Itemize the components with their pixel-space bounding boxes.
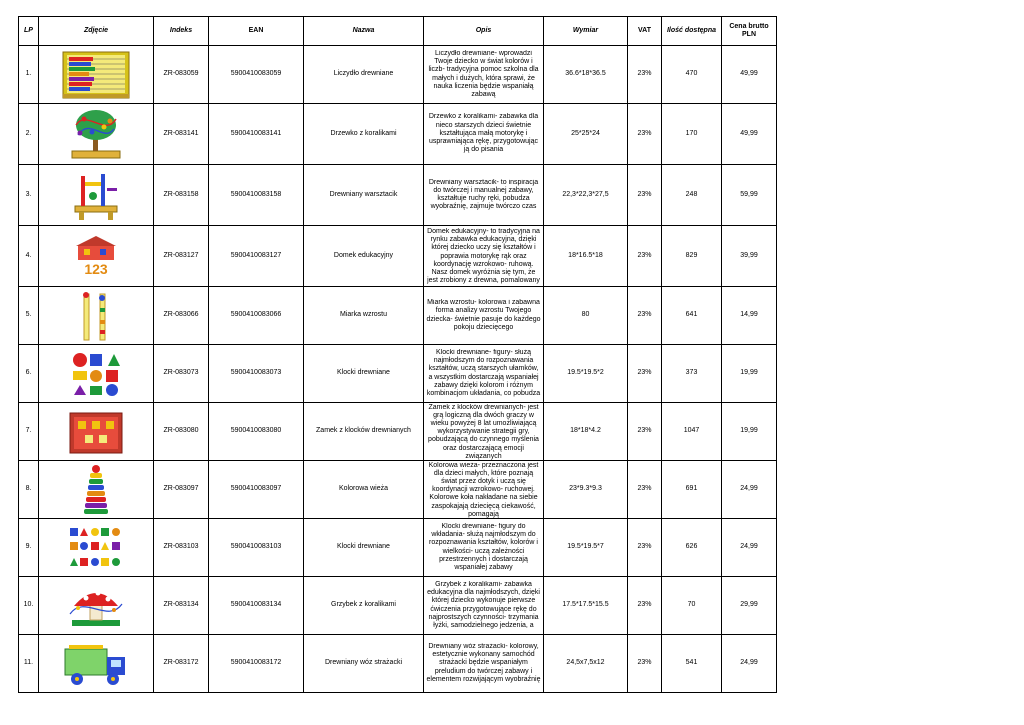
cell-lp: 1. bbox=[19, 46, 39, 104]
cell-lp: 6. bbox=[19, 345, 39, 403]
cell-name: Domek edukacyjny bbox=[304, 226, 424, 287]
cell-desc bbox=[424, 226, 544, 287]
cell-ean: 5900410083127 bbox=[209, 226, 304, 287]
cell-name: Klocki drewniane bbox=[304, 519, 424, 577]
cell-index: ZR-083097 bbox=[154, 461, 209, 519]
cell-vat: 23% bbox=[628, 519, 662, 577]
cell-desc bbox=[424, 635, 544, 693]
cell-qty: 691 bbox=[662, 461, 722, 519]
shape-blocks-icon bbox=[70, 351, 122, 397]
cell-name: Klocki drewniane bbox=[304, 345, 424, 403]
cell-price: 39,99 bbox=[722, 226, 777, 287]
cell-lp: 11. bbox=[19, 635, 39, 693]
table-row bbox=[19, 577, 777, 635]
header-index: Indeks bbox=[154, 17, 209, 46]
cell-ean: 5900410083172 bbox=[209, 635, 304, 693]
cell-photo bbox=[39, 403, 154, 461]
cell-size: 19.5*19.5*2 bbox=[544, 345, 628, 403]
cell-photo bbox=[39, 345, 154, 403]
cell-photo bbox=[39, 104, 154, 165]
cell-ean: 5900410083066 bbox=[209, 287, 304, 345]
cell-vat: 23% bbox=[628, 287, 662, 345]
cell-size: 36.6*18*36.5 bbox=[544, 46, 628, 104]
cell-price: 49,99 bbox=[722, 46, 777, 104]
header-name: Nazwa bbox=[304, 17, 424, 46]
cell-ean: 5900410083158 bbox=[209, 165, 304, 226]
cell-qty: 70 bbox=[662, 577, 722, 635]
sorting-blocks-icon bbox=[68, 526, 124, 570]
cell-qty: 373 bbox=[662, 345, 722, 403]
cell-size: 17.5*17.5*15.5 bbox=[544, 577, 628, 635]
cell-vat: 23% bbox=[628, 345, 662, 403]
cell-vat: 23% bbox=[628, 461, 662, 519]
cell-size: 23*9.3*9.3 bbox=[544, 461, 628, 519]
desc-text: Grzybek z koralikami- zabawka edukacyjna dla najmłodszych, dzięki której dziecko wykonuje pierwsze ćwiczenia przygotowujące rękę do najprostszych czynności- trzymania łyżki, samodzielnego jedzenia, a bbox=[427, 580, 540, 629]
cell-index: ZR-083066 bbox=[154, 287, 209, 345]
cell-desc bbox=[424, 165, 544, 226]
mushroom-icon bbox=[66, 584, 126, 628]
product-table bbox=[18, 16, 777, 693]
header-price: Cena brutto PLN bbox=[722, 17, 777, 46]
desc-text: Liczydło drewniane- wprowadzi Twoje dziecko w świat kolorów i liczb- tradycyjna pomoc szkolna dla małych i dużych, która sprawi, że nauka liczenia będzie wspaniałą zabawą bbox=[428, 49, 539, 98]
cell-price: 24,99 bbox=[722, 519, 777, 577]
cell-size: 80 bbox=[544, 287, 628, 345]
cell-ean: 5900410083059 bbox=[209, 46, 304, 104]
cell-name: Zamek z klocków drewnianych bbox=[304, 403, 424, 461]
ring-tower-icon bbox=[81, 464, 111, 516]
desc-text: Miarka wzrostu- kolorowa i zabawna forma analizy wzrostu Twojego dziecka- świetnie pasuje do każdego pokoju dziecięcego bbox=[426, 299, 541, 331]
cell-photo bbox=[39, 226, 154, 287]
cell-name: Drewniany warsztacik bbox=[304, 165, 424, 226]
table-row bbox=[19, 226, 777, 287]
table-row bbox=[19, 46, 777, 104]
cell-index: ZR-083158 bbox=[154, 165, 209, 226]
height-ruler-icon bbox=[76, 290, 116, 342]
cell-index: ZR-083073 bbox=[154, 345, 209, 403]
castle-icon bbox=[66, 407, 126, 457]
cell-vat: 23% bbox=[628, 46, 662, 104]
cell-price: 49,99 bbox=[722, 104, 777, 165]
cell-price: 24,99 bbox=[722, 635, 777, 693]
cell-size: 18*16.5*18 bbox=[544, 226, 628, 287]
cell-desc bbox=[424, 577, 544, 635]
cell-price: 19,99 bbox=[722, 403, 777, 461]
cell-index: ZR-083127 bbox=[154, 226, 209, 287]
header-vat: VAT bbox=[628, 17, 662, 46]
cell-ean: 5900410083134 bbox=[209, 577, 304, 635]
cell-ean: 5900410083073 bbox=[209, 345, 304, 403]
cell-size: 18*18*4.2 bbox=[544, 403, 628, 461]
header-ean: EAN bbox=[209, 17, 304, 46]
cell-vat: 23% bbox=[628, 635, 662, 693]
cell-photo bbox=[39, 461, 154, 519]
desc-text: Zamek z klocków drewnianych- jest grą logiczną dla dwóch graczy w wieku powyżej 8 lat umożliwiającą wykorzystywanie strategii gry, pobudzającą do czynnego myślenia oraz dostarczającą emocji związanych bbox=[428, 403, 539, 460]
cell-name: Kolorowa wieża bbox=[304, 461, 424, 519]
cell-photo bbox=[39, 46, 154, 104]
cell-vat: 23% bbox=[628, 165, 662, 226]
cell-photo bbox=[39, 635, 154, 693]
cell-name: Miarka wzrostu bbox=[304, 287, 424, 345]
cell-lp: 10. bbox=[19, 577, 39, 635]
cell-qty: 248 bbox=[662, 165, 722, 226]
cell-price: 59,99 bbox=[722, 165, 777, 226]
header-qty: Ilość dostępna bbox=[662, 17, 722, 46]
cell-ean: 5900410083080 bbox=[209, 403, 304, 461]
cell-vat: 23% bbox=[628, 104, 662, 165]
bead-tree-icon bbox=[66, 107, 126, 161]
cell-desc bbox=[424, 519, 544, 577]
cell-qty: 541 bbox=[662, 635, 722, 693]
cell-desc bbox=[424, 403, 544, 461]
desc-text: Klocki drewniane- figury- służą najmłodszym do rozpoznawania kształtów, uczą starszych ułamków, a wszystkim dostarczają wspaniałej zabawy dzięki kolorom i różnym kombinacjom układania, co pobudza bbox=[426, 348, 541, 397]
cell-size: 19.5*19.5*7 bbox=[544, 519, 628, 577]
svg-text:123: 123 bbox=[84, 261, 108, 277]
cell-desc bbox=[424, 461, 544, 519]
cell-name: Grzybek z koralikami bbox=[304, 577, 424, 635]
table-row bbox=[19, 165, 777, 226]
house-icon bbox=[70, 234, 122, 278]
cell-vat: 23% bbox=[628, 577, 662, 635]
table-row bbox=[19, 635, 777, 693]
cell-price: 29,99 bbox=[722, 577, 777, 635]
cell-ean: 5900410083103 bbox=[209, 519, 304, 577]
table-row bbox=[19, 345, 777, 403]
table-row bbox=[19, 461, 777, 519]
cell-name: Liczydło drewniane bbox=[304, 46, 424, 104]
cell-index: ZR-083103 bbox=[154, 519, 209, 577]
cell-qty: 1047 bbox=[662, 403, 722, 461]
cell-price: 19,99 bbox=[722, 345, 777, 403]
table-row bbox=[19, 287, 777, 345]
header-desc: Opis bbox=[424, 17, 544, 46]
cell-price: 24,99 bbox=[722, 461, 777, 519]
table-row bbox=[19, 104, 777, 165]
cell-lp: 8. bbox=[19, 461, 39, 519]
abacus-icon bbox=[61, 50, 131, 100]
desc-text: Drewniany wóz strażacki- kolorowy, estetycznie wykonany samochód strażacki będzie wspaniałym preludium do twórczej zabawy i elementem rozwijającym wyobraźnię bbox=[426, 642, 541, 683]
cell-photo bbox=[39, 287, 154, 345]
cell-desc bbox=[424, 287, 544, 345]
desc-text: Drzewko z koralikami- zabawka dla nieco starszych dzieci świetnie kształtująca małą motorykę i usprawniająca rękę, przygotowując ją do pisania bbox=[428, 113, 539, 154]
fire-truck-icon bbox=[61, 641, 131, 687]
cell-lp: 3. bbox=[19, 165, 39, 226]
cell-index: ZR-083141 bbox=[154, 104, 209, 165]
cell-vat: 23% bbox=[628, 403, 662, 461]
cell-qty: 626 bbox=[662, 519, 722, 577]
cell-lp: 9. bbox=[19, 519, 39, 577]
cell-lp: 4. bbox=[19, 226, 39, 287]
header-photo: Zdjęcie bbox=[39, 17, 154, 46]
cell-size: 22,3*22,3*27,5 bbox=[544, 165, 628, 226]
desc-text: Klocki drewniane- figury do wkładania- służą najmłodszym do rozpoznawania kształtów, kolorów i wielkości- uczą zależności przestrzennych i dostarczają wspaniałej zabawy bbox=[429, 522, 538, 571]
cell-ean: 5900410083141 bbox=[209, 104, 304, 165]
cell-price: 14,99 bbox=[722, 287, 777, 345]
cell-qty: 470 bbox=[662, 46, 722, 104]
cell-size: 24,5x7,5x12 bbox=[544, 635, 628, 693]
cell-desc bbox=[424, 345, 544, 403]
cell-name: Drzewko z koralikami bbox=[304, 104, 424, 165]
table-row bbox=[19, 519, 777, 577]
table-row bbox=[19, 403, 777, 461]
header-size: Wymiar bbox=[544, 17, 628, 46]
cell-photo bbox=[39, 519, 154, 577]
desc-text: Drewniany warsztacik- to inspiracja do twórczej i manualnej zabawy, kształtuje ruchy ręki, pobudza wyobraźnię, zajmuje twórczo czas bbox=[428, 178, 539, 211]
cell-index: ZR-083172 bbox=[154, 635, 209, 693]
cell-desc bbox=[424, 104, 544, 165]
cell-lp: 5. bbox=[19, 287, 39, 345]
cell-index: ZR-083134 bbox=[154, 577, 209, 635]
cell-lp: 7. bbox=[19, 403, 39, 461]
header-row bbox=[19, 17, 777, 46]
cell-name: Drewniany wóz strażacki bbox=[304, 635, 424, 693]
cell-index: ZR-083080 bbox=[154, 403, 209, 461]
cell-qty: 641 bbox=[662, 287, 722, 345]
desc-text: Kolorowa wieża- przeznaczona jest dla dzieci małych, które poznają świat przez dotyk i uczą się koordynacji wzrokowo- ruchowej. Kolorowe koła nakładane na siebie zaspokajają dziecięcą ciekawość, pomagają bbox=[428, 461, 539, 518]
cell-lp: 2. bbox=[19, 104, 39, 165]
cell-size: 25*25*24 bbox=[544, 104, 628, 165]
desc-text: Domek edukacyjny- to tradycyjna na rynku zabawka edukacyjna, dzięki której dziecko uczy się kształtów i poprawia motorykę rąk oraz koordynację wzrokowo- ruhową. Nasz domek wyróżnia się tym, że jest zrobiony z drewna, pomalowany bbox=[427, 228, 540, 284]
cell-ean: 5900410083097 bbox=[209, 461, 304, 519]
cell-vat: 23% bbox=[628, 226, 662, 287]
cell-index: ZR-083059 bbox=[154, 46, 209, 104]
cell-photo bbox=[39, 577, 154, 635]
cell-qty: 170 bbox=[662, 104, 722, 165]
cell-qty: 829 bbox=[662, 226, 722, 287]
cell-desc bbox=[424, 46, 544, 104]
workbench-icon bbox=[71, 168, 121, 222]
cell-photo bbox=[39, 165, 154, 226]
header-lp: LP bbox=[19, 17, 39, 46]
